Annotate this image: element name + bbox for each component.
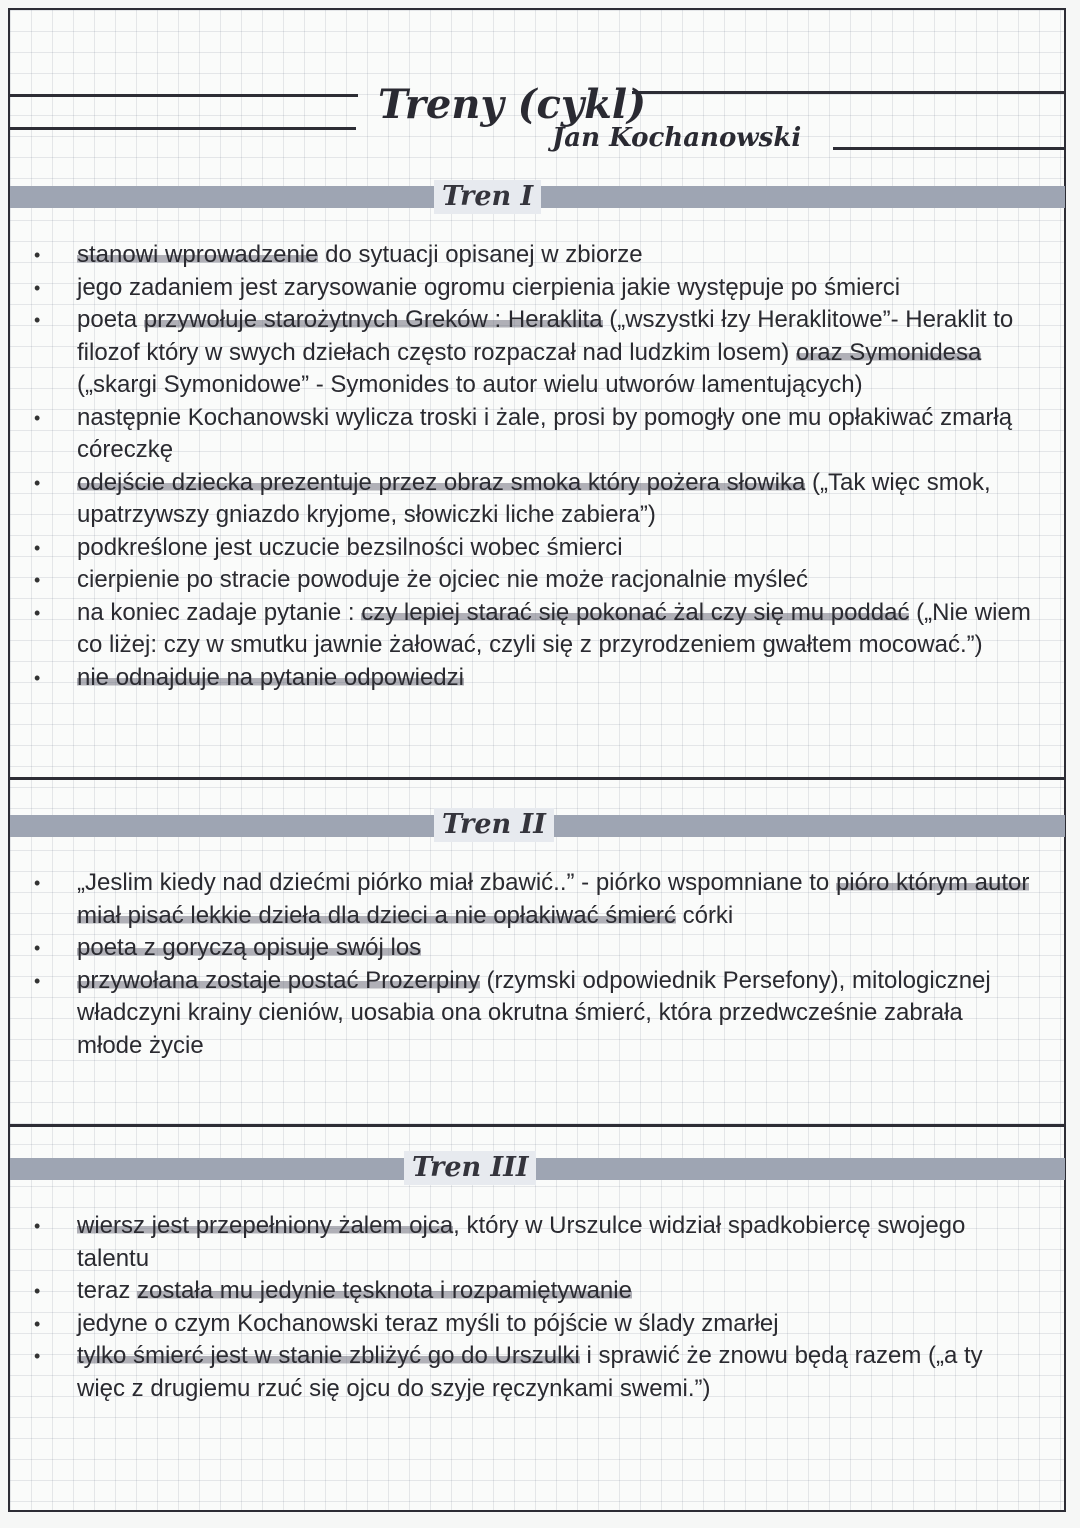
note-text: „Jeslim kiedy nad dziećmi piórko miał zbawić..” - piórko wspomniane to [77,869,836,896]
list-item [34,965,1034,1063]
list-item [34,662,1034,695]
list-item [34,304,1034,402]
highlighted-text: odejście dziecka prezentuje przez obraz smoka który pożera słowika [77,468,806,496]
note-text: do sytuacji opisanej w zbiorze [318,241,643,268]
section-heading-tren-3: Tren III [404,1151,536,1185]
bullet-icon: • [34,1216,41,1236]
bullet-icon: • [34,570,41,590]
note-text: na koniec zadaje pytanie : [77,598,362,626]
highlighted-text: stanowi wprowadzenie [77,241,319,268]
note-text: teraz [77,1277,138,1304]
list-item [34,597,1034,662]
section-heading-tren-1: Tren I [434,180,541,214]
note-text: córki [675,901,734,929]
notes-list-tren-1 [34,239,1034,694]
bullet-icon: • [34,667,41,688]
section-divider-2 [10,1124,1066,1127]
bullet-icon: • [34,1346,41,1366]
page-title: Treny (cykl) [378,81,646,128]
header-rule-left-bottom [10,127,356,130]
note-text: („skargi Symonidowe” - Symonides to autor wielu utworów lamentujących) [77,371,863,398]
list-item [34,1340,1034,1405]
bullet-icon: • [34,407,41,428]
highlighted-text: czy lepiej starać się pokonać żal czy się mu poddać [361,598,910,626]
bullet-icon: • [34,1281,41,1301]
list-item [34,272,1034,305]
note-text: jego zadaniem jest zarysowanie ogromu cierpienia jakie występuje po śmierci [77,273,901,301]
note-text: („Nie wiem co liżej: czy w smutku jawnie żałować, czyli się z przyrodzeniem gwałtem mocować.”) [77,598,1031,658]
bullet-icon: • [34,970,41,991]
header-rule-right-top [632,91,1066,94]
list-item [34,1275,1034,1308]
section-band-tren-3 [10,1158,1065,1180]
header-rule-right-bottom [833,147,1066,150]
highlighted-text: została mu jedynie tęsknota i rozpamiętywanie [137,1277,632,1304]
notes-list-tren-2 [34,867,1034,1062]
list-item [34,532,1034,565]
highlighted-text: poeta z goryczą opisuje swój los [77,934,422,961]
bullet-icon: • [34,602,41,623]
highlighted-text: tylko śmierć jest w stanie zbliżyć go do Urszulki [77,1342,580,1369]
note-text: jedyne o czym Kochanowski teraz myśli to pójście w ślady zmarłej [77,1309,779,1337]
bullet-icon: • [34,245,41,265]
list-item [34,402,1034,467]
highlighted-text: przywołuje starożytnych Greków : Heraklita [143,306,603,333]
bullet-icon: • [34,873,41,893]
bullet-icon: • [34,472,41,493]
list-item [34,1308,1034,1341]
notes-list-tren-3 [34,1210,1034,1405]
section-heading-tren-2: Tren II [434,808,554,842]
note-text: („Tak więc smok, upatrzywszy gniazdo kryjome, słowiczki liche zabiera”) [77,468,991,528]
bullet-icon: • [34,277,41,298]
header-rule-left-top [10,94,358,97]
note-text: poeta [77,306,144,333]
note-text: następnie Kochanowski wylicza troski i żale, prosi by pomogły one mu opłakiwać zmarłą córeczkę [77,403,1013,463]
list-item [34,1210,1034,1275]
highlighted-text: nie odnajduje na pytanie odpowiedzi [77,663,464,691]
note-text: , który w Urszulce widział spadkobiercę swojego talentu [77,1212,966,1272]
list-item [34,932,1034,965]
highlighted-text: wiersz jest przepełniony żalem ojca [77,1212,454,1239]
list-item [34,239,1034,272]
page-author: Jan Kochanowski [552,123,802,153]
bullet-icon: • [34,1313,41,1334]
section-divider-1 [10,777,1066,780]
list-item [34,564,1034,597]
bullet-icon: • [34,310,41,330]
highlighted-text: przywołana zostaje postać Prozerpiny [77,966,480,994]
highlighted-text: pióro którym autor miał pisać lekkie dzieła dla dzieci a nie opłakiwać śmierć [77,869,1030,929]
note-text: (rzymski odpowiednik Persefony), mitologicznej władczyni krainy cieniów, uosabia ona okrutna śmierć, która przedwcześnie zabrała młode życie [77,966,991,1059]
note-text: podkreślone jest uczucie bezsilności wobec śmierci [77,533,623,561]
note-text: („wszystki łzy Heraklitowe”- Heraklit to filozof który w swych dziełach często rozpaczał nad ludzkim losem) [77,306,1014,366]
bullet-icon: • [34,938,41,958]
bullet-icon: • [34,537,41,558]
note-text: i sprawić że znowu będą razem („a ty więc z drugiemu rzuć się ojcu do szyje ręczynkami swemi.”) [77,1342,983,1402]
highlighted-text: oraz Symonidesa [795,338,982,366]
list-item [34,867,1034,932]
note-text: cierpienie po stracie powoduje że ojciec nie może racjonalnie myśleć [77,566,809,593]
list-item [34,467,1034,532]
